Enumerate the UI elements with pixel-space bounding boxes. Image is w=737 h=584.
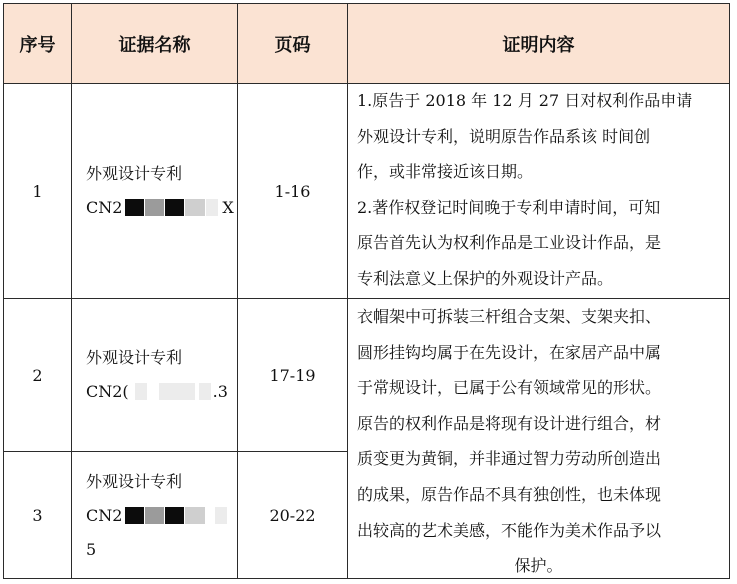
proof-line: 原告的权利作品是将现有设计进行组合，材 [357, 413, 662, 433]
evidence-title: 外观设计专利 [86, 471, 183, 491]
evidence-title: 外观设计专利 [86, 348, 183, 367]
proof-line: 1.原告于 2018 年 12 月 27 日对权利作品申请 [357, 91, 693, 110]
redaction-mask [206, 199, 218, 216]
header-pages [238, 4, 347, 83]
redaction-mask [165, 507, 184, 524]
row-number: 2 [32, 365, 43, 385]
patent-number-suffix: .3 [212, 382, 228, 401]
row-1-number [4, 84, 71, 298]
redaction-mask [125, 199, 144, 216]
row-1-pages [238, 84, 347, 298]
row-number: 1 [32, 181, 43, 201]
evidence-title: 外观设计专利 [86, 164, 183, 183]
row-3-evidence-name [72, 452, 237, 579]
header-pages-label: 页码 [274, 34, 311, 56]
proof-line: 保护。 [514, 556, 563, 576]
proof-line: 圆形挂钩均属于在先设计，在家居产品中属 [357, 342, 662, 362]
header-evidence-name [72, 4, 237, 83]
proof-line: 的成果，原告作品不具有独创性，也未体现 [357, 484, 662, 504]
row-2-number [4, 299, 71, 451]
proof-line: 出较高的艺术美感，不能作为美术作品予以 [357, 520, 662, 540]
proof-line: 原告首先认为权利作品是工业设计作品，是 [357, 233, 662, 253]
patent-number-suffix: 5 [86, 539, 97, 559]
header-proof-content-label: 证明内容 [502, 34, 575, 56]
column-divider [347, 4, 348, 578]
proof-line: 质变更为黄铜，并非通过智力劳动所创造出 [357, 449, 662, 469]
patent-number-prefix: CN2( [86, 382, 129, 401]
row-2-evidence-name [72, 299, 237, 451]
header-seq [4, 4, 71, 83]
redaction-mask [145, 507, 164, 524]
row-2-3-proof-content [357, 299, 720, 584]
proof-line: 衣帽架中可拆装三杆组合支架、支架夹扣、 [357, 307, 662, 326]
redaction-mask [165, 199, 184, 216]
page-range: 17-19 [269, 365, 316, 385]
patent-number-prefix: CN2 [86, 505, 123, 525]
page-range: 20-22 [269, 506, 316, 525]
row-2-pages [238, 299, 347, 451]
header-seq-label: 序号 [19, 34, 56, 56]
redaction-mask [135, 383, 147, 400]
redaction-mask [215, 507, 227, 524]
redaction-mask [185, 507, 205, 524]
patent-number-prefix: CN2 [86, 198, 123, 217]
proof-line: 外观设计专利，说明原告作品系该 时间创 [357, 126, 651, 146]
redaction-mask [185, 199, 205, 216]
row-3-pages [238, 452, 347, 579]
proof-line: 作，或非常接近该日期。 [357, 162, 534, 182]
row-1-evidence-name [72, 84, 237, 298]
page-range: 1-16 [274, 181, 311, 201]
proof-line: 2.著作权登记时间晚于专利申请时间，可知 [357, 197, 661, 217]
proof-line: 专利法意义上保护的外观设计产品。 [357, 268, 614, 288]
redaction-mask [199, 383, 211, 400]
row-number: 3 [32, 506, 43, 525]
redaction-mask [159, 383, 195, 400]
redaction-mask [125, 507, 144, 524]
row-3-number [4, 452, 71, 579]
proof-line: 于常规设计，已属于公有领域常见的形状。 [357, 378, 662, 398]
patent-number [86, 499, 237, 567]
patent-number [86, 375, 237, 409]
header-evidence-name-label: 证据名称 [118, 34, 191, 56]
evidence-table [3, 3, 730, 579]
patent-number-suffix: X [222, 198, 234, 217]
redaction-mask [145, 199, 164, 216]
patent-number [86, 191, 237, 225]
header-proof-content [348, 4, 729, 83]
row-1-proof-content [357, 83, 720, 297]
